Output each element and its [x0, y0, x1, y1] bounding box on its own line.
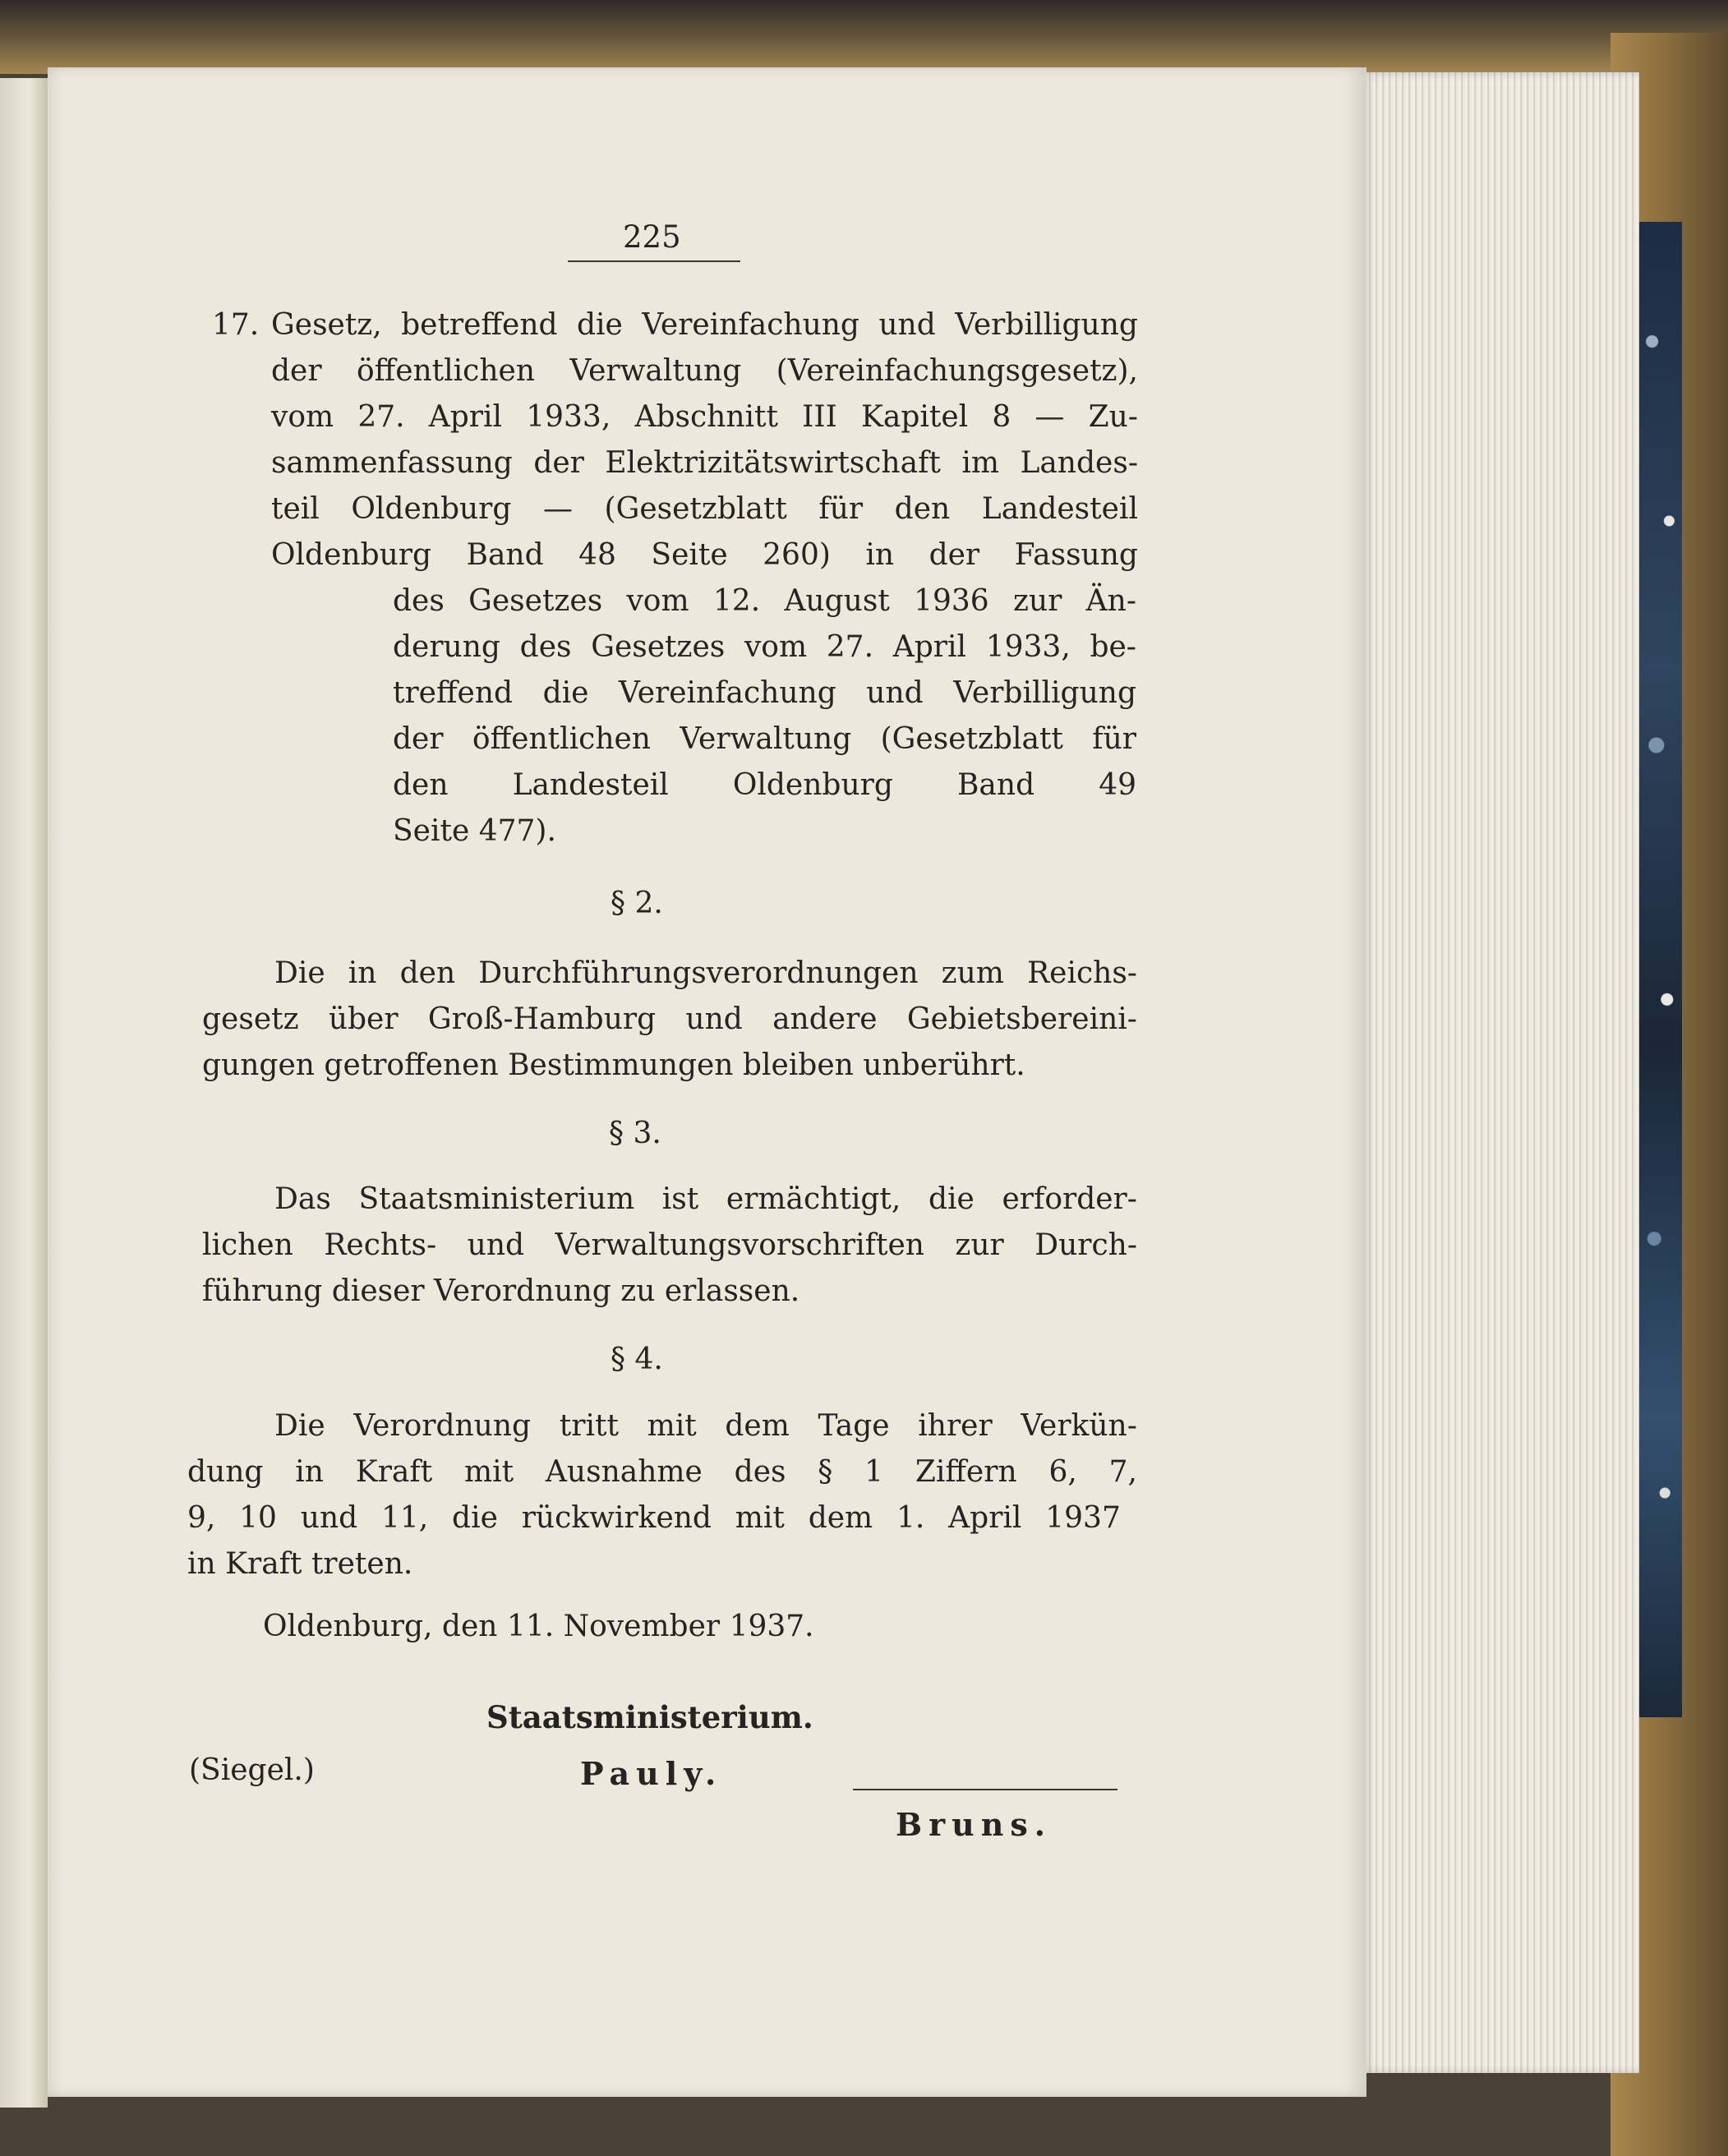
book-cover-top [0, 0, 1728, 74]
marbled-endpaper [1639, 222, 1682, 1717]
section-2-line: Die in den Durchführungsverordnungen zum Reichs- [274, 956, 1137, 990]
item-17-line: derung des Gesetzes vom 27. April 1933, be- [393, 630, 1136, 664]
page-number: 225 [623, 219, 681, 255]
item-17-line: des Gesetzes vom 12. August 1936 zur Än- [393, 584, 1136, 618]
place-date: Oldenburg, den 11. November 1937. [263, 1610, 814, 1643]
item-17-line: vom 27. April 1933, Abschnitt III Kapitel 8 — Zu- [271, 400, 1138, 434]
item-17-line: der öffentlichen Verwaltung (Vereinfachungsgesetz), [271, 354, 1138, 388]
item-17-line: der öffentlichen Verwaltung (Gesetzblatt für [393, 722, 1136, 756]
section-3-heading: § 3. [609, 1117, 661, 1150]
item-17-line: den Landesteil Oldenburg Band 49 [393, 768, 1136, 802]
page-edges [1360, 72, 1639, 2073]
item-17-line: Oldenburg Band 48 Seite 260) in der Fassung [271, 538, 1138, 572]
section-3-line: Das Staatsministerium ist ermächtigt, die erforder- [274, 1182, 1137, 1216]
section-4-heading: § 4. [611, 1343, 663, 1376]
section-4-line: 9, 10 und 11, die rückwirkend mit dem 1. April 1937 [187, 1501, 1121, 1535]
page [48, 67, 1366, 2097]
item-17-line: Seite 477). [393, 814, 556, 848]
signature-rule [853, 1789, 1117, 1790]
section-3-line: führung dieser Verordnung zu erlassen. [202, 1274, 800, 1308]
item-17-line: treffend die Vereinfachung und Verbilligung [393, 676, 1136, 710]
section-2-line: gesetz über Groß-Hamburg und andere Gebietsbereini- [202, 1002, 1137, 1036]
section-2-line: gungen getroffenen Bestimmungen bleiben unberührt. [202, 1048, 1025, 1082]
signing-authority: Staatsministerium. [486, 1699, 813, 1735]
item-17-number: 17. [212, 308, 260, 342]
left-page-edge [0, 78, 48, 2108]
item-17-line: teil Oldenburg — (Gesetzblatt für den Landesteil [271, 492, 1138, 526]
item-17-line: Gesetz, betreffend die Vereinfachung und Verbilligung [271, 308, 1138, 342]
signature-bruns: Bruns. [896, 1806, 1053, 1843]
section-3-line: lichen Rechts- und Verwaltungsvorschriften zur Durch- [202, 1228, 1137, 1262]
section-4-line: in Kraft treten. [187, 1547, 413, 1581]
section-4-line: Die Verordnung tritt mit dem Tage ihrer Verkün- [274, 1409, 1137, 1443]
signature-pauly: Pauly. [580, 1755, 723, 1792]
seal-note: (Siegel.) [189, 1753, 315, 1787]
item-17-line: sammenfassung der Elektrizitätswirtschaft im Landes- [271, 446, 1138, 480]
page-number-rule [568, 260, 740, 262]
section-4-line: dung in Kraft mit Ausnahme des § 1 Ziffern 6, 7, [187, 1455, 1137, 1489]
section-2-heading: § 2. [611, 887, 663, 920]
